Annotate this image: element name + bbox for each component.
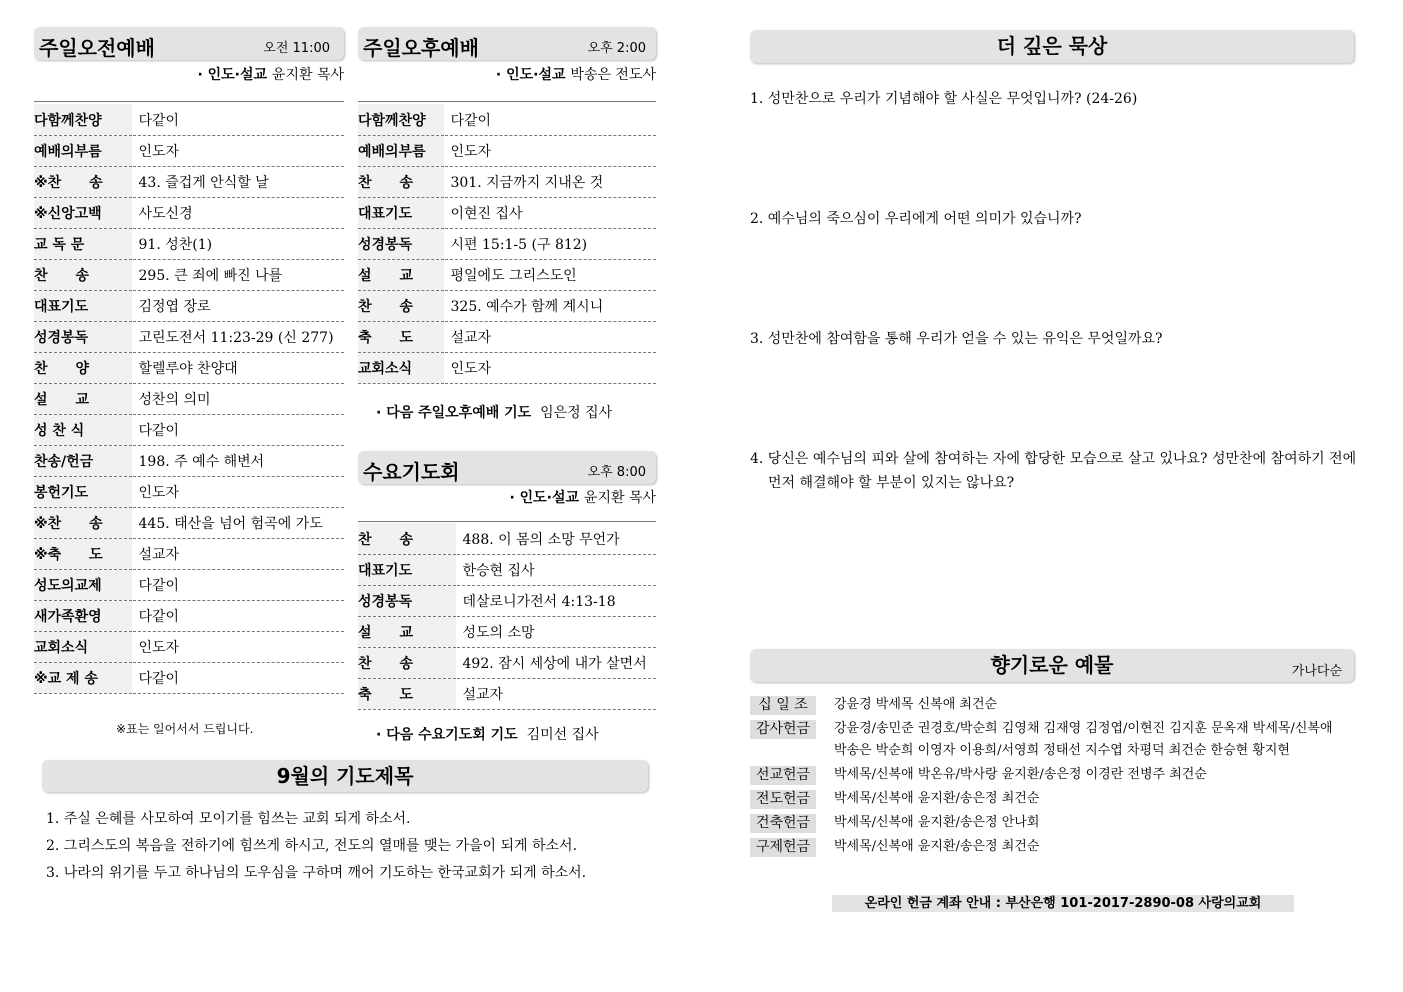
prayer-topics-list [46,808,656,889]
order-label: 설 교 [34,383,132,414]
offering-label: 감사헌금 [750,720,816,739]
order-value: 사도신경 [132,197,344,228]
order-value: 488. 이 몸의 소망 무언가 [456,523,656,554]
afternoon-order-table [358,104,656,384]
offering-list [750,694,1350,860]
online-account-info: 온라인 헌금 계좌 안내 : 부산은행 101-2017-2890-08 사랑의교회 [832,895,1294,912]
order-value: 325. 예수가 함께 계시니 [444,290,656,321]
order-row [358,352,656,383]
order-value: 시편 15:1-5 (구 812) [444,228,656,259]
offering-label: 구제헌금 [750,838,816,857]
order-value: 198. 주 예수 해변서 [132,445,344,476]
order-label: 성경봉독 [358,228,444,259]
order-label: 찬 송 [358,523,456,554]
offering-label: 십 일 조 [750,696,816,715]
order-row [34,228,344,259]
order-value: 할렐루야 찬양대 [132,352,344,383]
order-value: 인도자 [444,135,656,166]
order-label: 찬 송 [358,647,456,678]
order-value: 43. 즐겁게 안식할 날 [132,166,344,197]
standing-note: ※표는 일어서서 드립니다. [116,722,254,736]
meditation-question: 1. 성만찬으로 우리가 기념해야 할 사실은 무엇입니까? (24-26) [750,91,1138,107]
order-label: 대표기도 [34,290,132,321]
order-label: ※찬 송 [34,166,132,197]
order-label: 찬 송 [34,259,132,290]
afternoon-service-leader: · 인도·설교 박송은 전도사 [495,67,656,83]
order-row [34,321,344,352]
order-label: 교 독 문 [34,228,132,259]
offering-order-note: 가나다순 [1291,664,1342,679]
order-row [34,383,344,414]
order-label: 성경봉독 [358,585,456,616]
order-label: 성경봉독 [34,321,132,352]
offering-row [750,812,1350,834]
order-value: 성도의 소망 [456,616,656,647]
morning-service-time: 오전 11:00 [263,41,330,56]
morning-order-table [34,104,344,694]
order-label: 축 도 [358,678,456,709]
prayer-item: 2. 그리스도의 복음을 전하기에 힘쓰게 하시고, 전도의 열매를 맺는 가을이 되게 하소서. [46,838,578,854]
order-value: 다같이 [444,104,656,135]
order-row [358,616,656,647]
afternoon-service-title: 주일오후예배 [363,36,479,60]
order-value: 설교자 [444,321,656,352]
order-row [358,166,656,197]
order-value: 고린도전서 11:23-29 (신 277) [132,321,344,352]
afternoon-order-top-line [358,101,656,102]
order-label: 설 교 [358,259,444,290]
order-row [358,228,656,259]
order-value: 인도자 [132,476,344,507]
order-value: 데살로니가전서 4:13-18 [456,585,656,616]
offering-row [750,694,1350,716]
order-row [34,569,344,600]
order-row [34,445,344,476]
order-value: 다같이 [132,569,344,600]
order-row [34,259,344,290]
order-row [34,507,344,538]
wednesday-service-header [358,451,656,484]
order-value: 다같이 [132,104,344,135]
order-label: 찬송/헌금 [34,445,132,476]
order-value: 인도자 [132,631,344,662]
morning-service-header [34,27,344,60]
prayer-item: 1. 주실 은혜를 사모하여 모이기를 힘쓰는 교회 되게 하소서. [46,811,411,827]
offering-names: 박세목/신복애 윤지환/송은정 안나회 [834,815,1040,830]
order-label: 설 교 [358,616,456,647]
offering-title: 향기로운 예물 [990,653,1114,677]
prayer-topics-title: 9월의 기도제목 [276,764,414,788]
order-value: 평일에도 그리스도인 [444,259,656,290]
order-value: 성찬의 의미 [132,383,344,414]
prayer-item: 3. 나라의 위기를 두고 하나님의 도우심을 구하며 깨어 기도하는 한국교회가 되게 하소서. [46,865,587,881]
order-value: 설교자 [132,538,344,569]
order-value: 다같이 [132,662,344,693]
offering-row [750,718,1350,762]
wednesday-service-leader: · 인도·설교 윤지환 목사 [509,490,656,506]
order-label: 예배의부름 [358,135,444,166]
order-row [34,135,344,166]
order-value: 인도자 [444,352,656,383]
order-value: 한승현 집사 [456,554,656,585]
order-value: 김정엽 장로 [132,290,344,321]
order-row [34,600,344,631]
order-value: 이현진 집사 [444,197,656,228]
order-value: 91. 성찬(1) [132,228,344,259]
order-value: 445. 태산을 넘어 험곡에 가도 [132,507,344,538]
order-label: 교회소식 [358,352,444,383]
order-row [34,631,344,662]
order-row [34,104,344,135]
order-label: 찬 송 [358,290,444,321]
morning-service-title: 주일오전예배 [39,36,155,60]
order-row [358,678,656,709]
order-row [358,104,656,135]
order-row [34,476,344,507]
order-value: 인도자 [132,135,344,166]
order-label: 새가족환영 [34,600,132,631]
offering-label: 건축헌금 [750,814,816,833]
order-row [34,197,344,228]
offering-header [750,649,1354,682]
offering-names: 강윤경/송민준 권경호/박순희 김영채 김재영 김정엽/이현진 김지훈 문옥재 박세목/신복애 박송은 박순희 이영자 이용희/서영희 정태선 지수엽 차평덕 최건순 한승현 황지현 [834,721,1333,758]
order-value: 301. 지금까지 지내온 것 [444,166,656,197]
offering-row [750,764,1350,786]
order-row [34,414,344,445]
order-row [34,538,344,569]
meditation-question: 4. 당신은 예수님의 피와 살에 참여하는 자에 합당한 모습으로 살고 있나요? 성만찬에 참여하기 전에 먼저 해결해야 할 부분이 있지는 않나요? [750,451,1357,491]
morning-service-leader: · 인도·설교 윤지환 목사 [197,67,344,83]
order-label: 대표기도 [358,554,456,585]
offering-label: 전도헌금 [750,790,816,809]
order-row [34,352,344,383]
order-row [358,554,656,585]
offering-names: 박세목/신복애 윤지환/송은정 최건순 [834,839,1040,854]
order-label: 예배의부름 [34,135,132,166]
meditation-header [750,30,1354,63]
order-label: 다함께찬양 [358,104,444,135]
order-row [34,290,344,321]
order-label: 봉헌기도 [34,476,132,507]
order-label: 성 찬 식 [34,414,132,445]
morning-order-top-line [34,101,344,102]
order-row [358,647,656,678]
order-label: 교회소식 [34,631,132,662]
prayer-topics-header [42,760,648,792]
order-row [358,290,656,321]
offering-label: 선교헌금 [750,766,816,785]
order-label: 다함께찬양 [34,104,132,135]
offering-names: 박세목/신복애 박온유/박사랑 윤지환/송은정 이경란 전병주 최건순 [834,767,1207,782]
order-row [34,166,344,197]
order-value: 295. 큰 죄에 빠진 나를 [132,259,344,290]
offering-names: 강윤경 박세목 신복애 최건순 [834,697,998,712]
wednesday-order-top-line [358,521,656,522]
order-value: 492. 잠시 세상에 내가 살면서 [456,647,656,678]
order-value: 다같이 [132,600,344,631]
order-label: ※찬 송 [34,507,132,538]
order-row [358,585,656,616]
order-row [34,662,344,693]
order-label: 대표기도 [358,197,444,228]
offering-row [750,788,1350,810]
order-label: 성도의교제 [34,569,132,600]
meditation-title: 더 깊은 묵상 [996,34,1108,58]
order-row [358,523,656,554]
afternoon-next-prayer: · 다음 주일오후예배 기도 임은정 집사 [376,405,613,421]
order-row [358,197,656,228]
order-value: 설교자 [456,678,656,709]
order-label: ※교 제 송 [34,662,132,693]
order-label: ※신앙고백 [34,197,132,228]
order-label: 축 도 [358,321,444,352]
offering-row [750,836,1350,858]
order-value: 다같이 [132,414,344,445]
afternoon-service-header [358,27,656,60]
order-label: 찬 송 [358,166,444,197]
meditation-question: 2. 예수님의 죽으심이 우리에게 어떤 의미가 있습니까? [750,211,1082,227]
wednesday-service-time: 오후 8:00 [587,465,646,480]
order-row [358,259,656,290]
offering-names: 박세목/신복애 윤지환/송은정 최건순 [834,791,1040,806]
order-label: 찬 양 [34,352,132,383]
order-label: ※축 도 [34,538,132,569]
order-row [358,321,656,352]
wednesday-service-title: 수요기도회 [363,460,460,484]
wednesday-next-prayer: · 다음 수요기도회 기도 김미선 집사 [376,727,599,743]
afternoon-service-time: 오후 2:00 [587,41,646,56]
order-row [358,135,656,166]
meditation-question: 3. 성만찬에 참여함을 통해 우리가 얻을 수 있는 유익은 무엇일까요? [750,331,1163,347]
wednesday-order-table [358,523,656,710]
